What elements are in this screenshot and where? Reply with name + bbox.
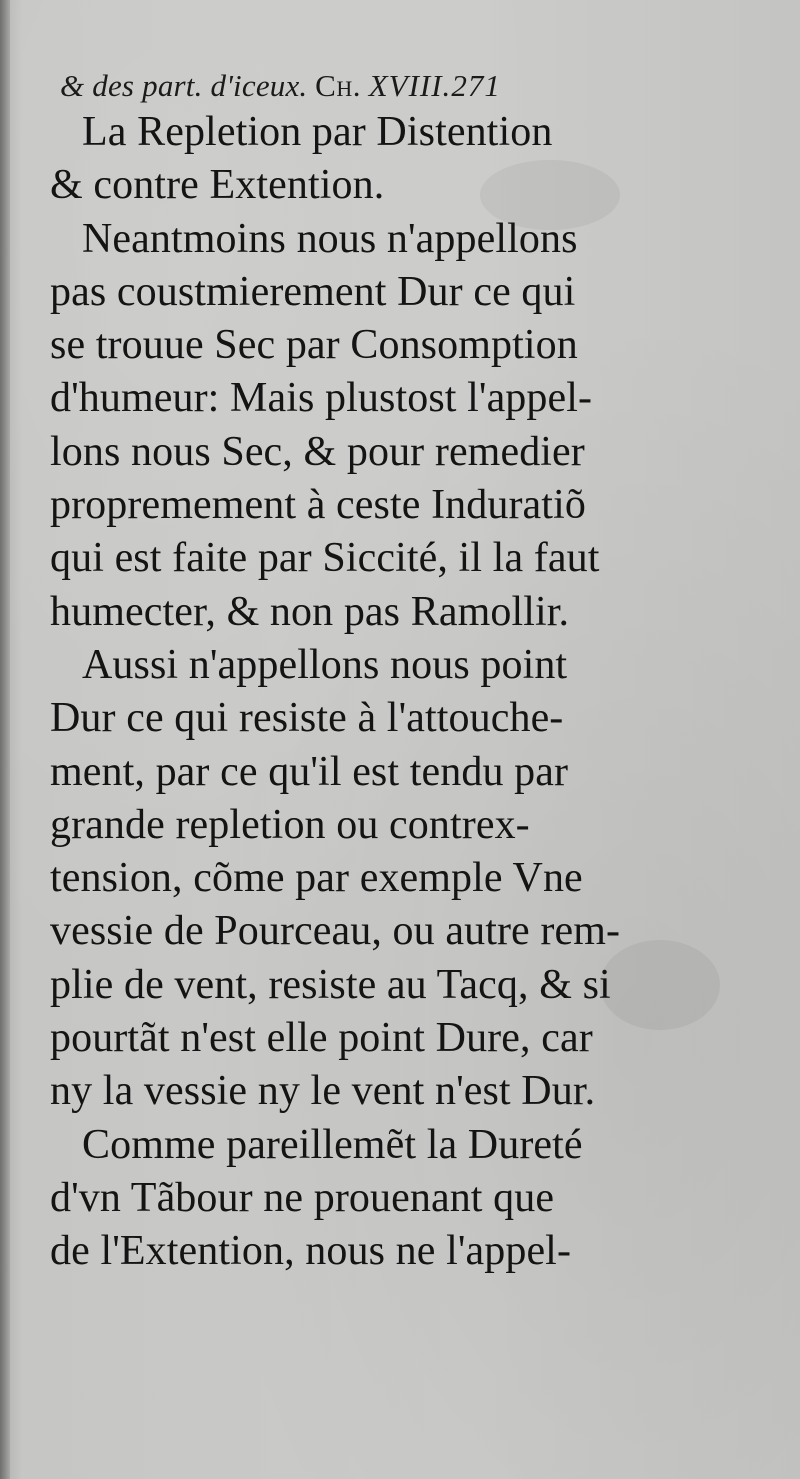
text-line: Neantmoins nous n'appellons [82, 215, 578, 262]
text-line: d'humeur: Mais plustost l'appel- [50, 375, 593, 422]
text-line: ny la vessie ny le vent n'est Dur. [50, 1068, 596, 1115]
text-line: Aussi n'appellons nous point [82, 641, 568, 688]
running-head: & des part. d'iceux. [60, 68, 308, 103]
text-line: vessie de Pourceau, ou autre rem- [50, 908, 621, 955]
text-line: propremement à ceste Induratiõ [50, 482, 586, 529]
page-binding-edge [0, 0, 10, 1479]
text-line: d'vn Tãbour ne prouenant que [50, 1174, 555, 1221]
text-line: humecter, & non pas Ramollir. [50, 588, 570, 635]
body-text [50, 106, 790, 1279]
text-line: pourtãt n'est elle point Dure, car [50, 1015, 593, 1062]
text-line: plie de vent, resiste au Tacq, & si [50, 961, 611, 1008]
text-line: pas coustmierement Dur ce qui [50, 268, 576, 315]
text-line: se trouue Sec par Consomption [50, 322, 578, 369]
chapter-number: XVIII. [368, 68, 452, 103]
text-line: de l'Extention, nous ne l'appel- [50, 1228, 572, 1275]
page-header [60, 62, 780, 110]
text-line: ment, par ce qu'il est tendu par [50, 748, 569, 795]
text-line: La Repletion par Distention [82, 109, 553, 155]
text-line: Comme pareillemẽt la Dureté [82, 1121, 583, 1168]
text-line: tension, cõme par exemple Vne [50, 855, 583, 902]
text-line: qui est faite par Siccité, il la faut [50, 535, 600, 582]
text-line: & contre Extention. [50, 162, 385, 209]
text-line: Dur ce qui resiste à l'attouche- [50, 695, 564, 742]
page-number: 271 [451, 68, 501, 103]
chapter-label: Ch. [315, 68, 361, 103]
text-line: lons nous Sec, & pour remedier [50, 428, 585, 475]
text-line: grande repletion ou contrex- [50, 801, 530, 848]
